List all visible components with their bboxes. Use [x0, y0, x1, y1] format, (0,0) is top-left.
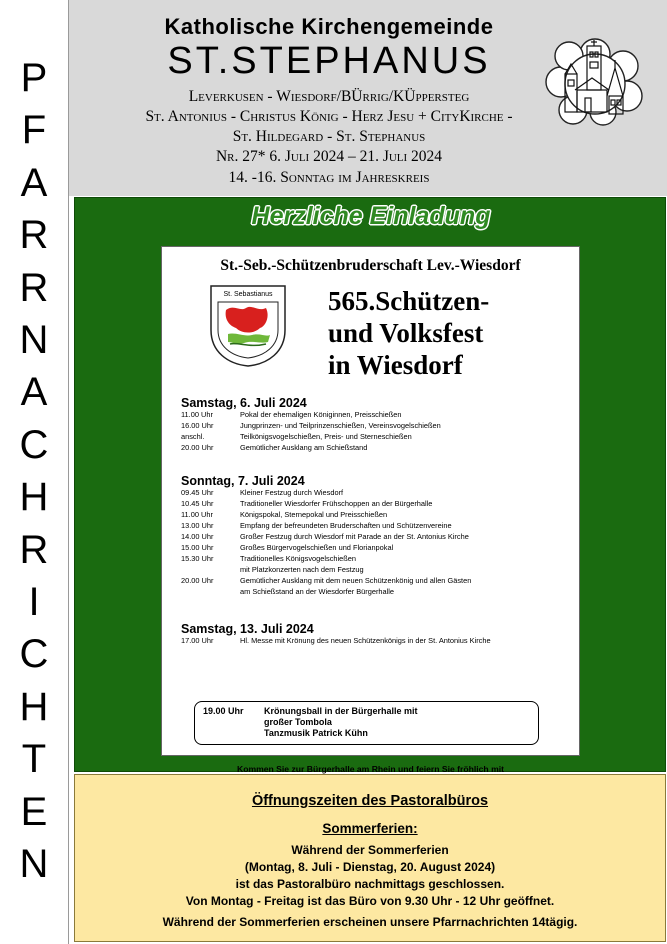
event-row — [181, 520, 571, 531]
office-line: Von Montag - Freitag ist das Büro von 9.30 Uhr - 12 Uhr geöffnet. — [185, 894, 555, 908]
festival-title — [328, 285, 489, 381]
side-letter: N — [19, 842, 49, 887]
office-line: (Montag, 8. Juli - Dienstag, 20. August 2024) — [244, 860, 496, 874]
side-letter: N — [19, 318, 49, 363]
event-time: 09.45 Uhr — [181, 488, 214, 497]
side-letter: H — [19, 684, 49, 729]
event-time: 15.30 Uhr — [181, 554, 214, 563]
event-row — [181, 420, 571, 431]
side-letter: I — [28, 580, 40, 625]
event-row — [181, 431, 571, 442]
header — [69, 0, 667, 196]
side-title — [0, 52, 68, 891]
event-time: 20.00 Uhr — [181, 443, 214, 452]
side-letter: C — [19, 632, 49, 677]
liturgical-weeks: 14. -16. Sonntag im Jahreskreis — [228, 169, 430, 186]
side-letter: H — [19, 475, 49, 520]
event-list — [181, 635, 571, 646]
header-churches-2: St. Hildegard - St. Stephanus — [232, 128, 426, 145]
event-time: 11.00 Uhr — [181, 410, 213, 419]
office-line: ist das Pastoralbüro nachmittags geschlossen. — [235, 877, 505, 891]
header-locations: Leverkusen - Wiesdorf/BÜrrig/KÜppersteg — [188, 88, 470, 105]
header-churches: St. Antonius - Christus König - Herz Jesu + CityKirche - — [145, 108, 513, 125]
event-row — [181, 575, 571, 586]
event-text: Großer Festzug durch Wiesdorf mit Parade an der St. Antonius Kirche — [240, 532, 469, 541]
gala-time: 19.00 Uhr — [203, 706, 244, 716]
parish-name: ST.STEPHANUS — [167, 40, 491, 82]
invitation-section — [74, 197, 666, 772]
event-text: Pokal der ehemaligen Königinnen, Preisschießen — [240, 410, 402, 419]
side-letter: C — [19, 422, 49, 467]
side-letter: E — [20, 789, 48, 834]
event-time — [181, 564, 240, 575]
event-time: 20.00 Uhr — [181, 576, 214, 585]
gala-line: Krönungsball in der Bürgerhalle mit — [264, 706, 418, 716]
event-time: 11.00 Uhr — [181, 510, 213, 519]
closing-line: Kommen Sie zur Bürgerhalle am Rhein und feiern Sie fröhlich mit — [237, 764, 504, 774]
church-emblem-icon — [545, 38, 645, 126]
side-letter: T — [21, 737, 47, 782]
side-letter: R — [19, 265, 49, 310]
day-heading: Sonntag, 7. Juli 2024 — [181, 474, 305, 488]
event-text: mit Platzkonzerten nach dem Festzug — [240, 565, 364, 574]
event-row — [181, 542, 571, 553]
side-title-strip — [0, 0, 69, 944]
event-list — [181, 487, 571, 597]
side-letter: A — [20, 160, 48, 205]
event-text: Empfang der befreundeten Bruderschaften und Schützenvereine — [240, 521, 452, 530]
event-time: 15.00 Uhr — [181, 543, 214, 552]
day-heading: Samstag, 6. Juli 2024 — [181, 396, 307, 410]
event-row — [181, 498, 571, 509]
event-row — [181, 635, 571, 646]
event-text: Gemütlicher Ausklang mit dem neuen Schützenkönig und allen Gästen — [240, 576, 472, 585]
event-text: Königspokal, Sternepokal und Preisschießen — [240, 510, 388, 519]
side-letter: A — [20, 370, 48, 415]
office-hours-title: Öffnungszeiten des Pastoralbüros — [251, 793, 489, 809]
event-time: 13.00 Uhr — [181, 521, 214, 530]
seal-label: St. Sebastianus — [223, 291, 273, 298]
event-time: 17.00 Uhr — [181, 636, 214, 645]
gala-details — [264, 706, 418, 739]
event-row — [181, 487, 571, 498]
office-line: Während der Sommerferien — [291, 843, 449, 857]
event-time: 16.00 Uhr — [181, 421, 214, 430]
side-letter: R — [19, 527, 49, 572]
festival-title-line: in Wiesdorf — [328, 350, 463, 380]
gala-box — [194, 701, 539, 745]
invitation-heading: Herzliche Einladung — [251, 202, 491, 230]
event-text: Traditionelles Königsvogelschießen — [240, 554, 356, 563]
parish-label: Katholische Kirchengemeinde — [164, 14, 494, 39]
issue-number: Nr. 27* 6. Juli 2024 – 21. Juli 2024 — [215, 148, 443, 165]
office-hours-box — [74, 774, 666, 942]
side-letter: F — [21, 108, 47, 153]
event-row — [181, 409, 571, 420]
event-text: Teilkönigsvogelschießen, Preis- und Sterneschießen — [240, 432, 412, 441]
event-time: 14.00 Uhr — [181, 532, 214, 541]
event-row — [181, 442, 571, 453]
event-text: Gemütlicher Ausklang am Schießstand — [240, 443, 368, 452]
event-row — [181, 509, 571, 520]
event-text: Traditioneller Wiesdorfer Frühschoppen an der Bürgerhalle — [240, 499, 433, 508]
event-text: Jungprinzen- und Teilprinzenschießen, Vereinsvogelschießen — [240, 421, 441, 430]
event-text: Großes Bürgervogelschießen und Florianpokal — [240, 543, 394, 552]
gala-line: Tanzmusik Patrick Kühn — [264, 728, 368, 738]
club-name: St.-Seb.-Schützenbruderschaft Lev.-Wiesdorf — [220, 257, 521, 274]
event-row — [181, 553, 571, 564]
event-text: Hl. Messe mit Krönung des neuen Schützenkönigs in der St. Antonius Kirche — [240, 636, 491, 645]
side-letter: R — [19, 213, 49, 258]
side-letter: P — [20, 56, 48, 100]
event-time: anschl. — [181, 432, 205, 441]
event-row — [181, 531, 571, 542]
event-text: Kleiner Festzug durch Wiesdorf — [240, 488, 344, 497]
event-time: 10.45 Uhr — [181, 499, 214, 508]
festival-poster — [161, 246, 580, 774]
day-heading: Samstag, 13. Juli 2024 — [181, 622, 314, 636]
event-row — [181, 564, 571, 575]
event-time — [181, 586, 240, 597]
event-list — [181, 409, 571, 453]
office-note: Während der Sommerferien erscheinen unsere Pfarrnachrichten 14tägig. — [162, 915, 578, 929]
event-row — [181, 586, 571, 597]
gala-line: großer Tombola — [264, 717, 332, 727]
event-text: am Schießstand an der Wiesdorfer Bürgerhalle — [240, 587, 395, 596]
festival-title-line: und Volksfest — [328, 318, 484, 348]
summer-break-subtitle: Sommerferien: — [322, 821, 418, 836]
festival-title-line: 565.Schützen- — [328, 286, 490, 316]
